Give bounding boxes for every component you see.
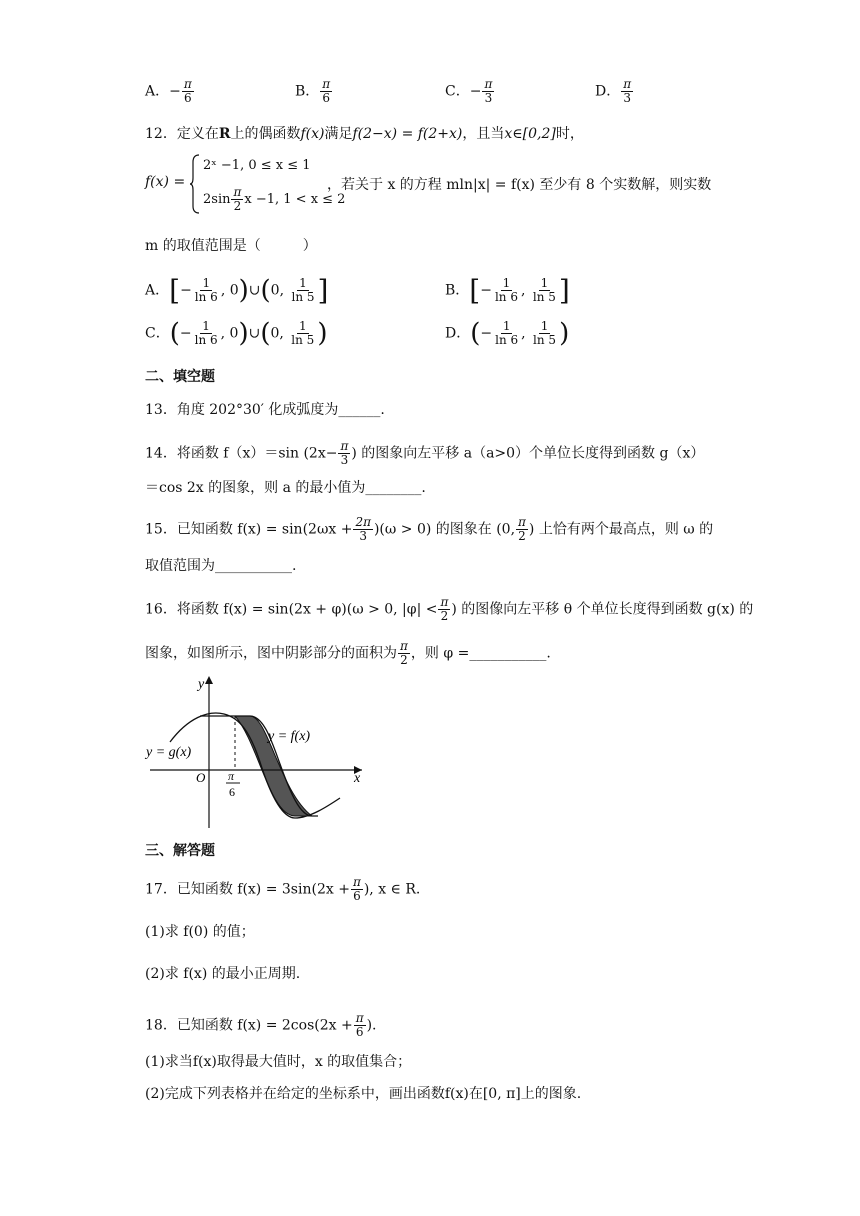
origin-label: O	[196, 770, 206, 785]
q12-stem-line2: ，若关于 x 的方程 mln|x| = f(x) 至少有 8 个实数解，则实数	[327, 177, 712, 193]
q11-option-b[interactable]	[295, 78, 333, 105]
option-label: B．	[295, 83, 320, 100]
option-fraction: $\frac{\pi}{3}$	[623, 77, 632, 105]
q16-line1: 16．将函数 f(x) = sin(2x + φ)(ω > 0, |φ| < $\frac{\pi}{2}$ ) 的图像向左平移 θ 个单位长度得到函数 g(x) 的	[145, 595, 754, 623]
q17-stem: 17．已知函数 f(x) = 3sin(2x + $\frac{\pi}{6}$ ), x ∈ R.	[145, 875, 421, 903]
x-axis-label: x	[354, 771, 361, 786]
y-axis-arrow-icon	[205, 676, 213, 684]
q14-line2: ＝cos 2x 的图象，则 a 的最小值为________.	[145, 480, 426, 496]
q12-option-c[interactable]: C．(− $\frac{1}{\ln 6}$ , 0)∪(0, $\frac{1}{\ln 5}$ )	[145, 318, 328, 349]
option-sign: −	[169, 83, 181, 100]
piece-two: 2sin $\frac{\pi}{2}$ x −1, 1 < x ≤ 2	[203, 185, 346, 213]
section-heading-fill-in: 二、填空题	[145, 369, 215, 385]
q11-option-a[interactable]	[145, 78, 195, 105]
q15-line2: 取值范围为___________.	[145, 558, 297, 574]
option-sign: −	[469, 83, 482, 100]
label-g: y = g(x)	[146, 745, 192, 760]
option-label: A．	[145, 83, 170, 100]
left-brace-icon	[189, 154, 201, 214]
q12-stem-line1: 12．定义在R上的偶函数f(x)满足f(2−x) = f(2+x)，且当x∈[0,2]时，	[145, 126, 584, 142]
piecewise-fx: f(x) =	[145, 174, 186, 190]
tick-denominator: 6	[229, 785, 235, 799]
q12-option-b[interactable]: B．[− $\frac{1}{\ln 6}$ , $\frac{1}{\ln 5}$ ]	[445, 274, 570, 307]
q12-option-a[interactable]: A．[− $\frac{1}{\ln 6}$ , 0)∪(0, $\frac{1}{\ln 5}$ ]	[145, 274, 329, 307]
q16-line2: 图象，如图所示，图中阴影部分的面积为 $\frac{\pi}{2}$ ，则 φ =___________.	[145, 639, 551, 667]
tick-numerator: π	[228, 769, 235, 783]
y-axis-label: y	[198, 677, 205, 692]
q17-part1: (1)求 f(0) 的值；	[145, 924, 255, 940]
q18-part1: (1)求当f(x)取得最大值时，x 的取值集合；	[145, 1054, 412, 1070]
option-fraction: $\frac{\pi}{3}$	[484, 77, 493, 105]
option-fraction: $\frac{\pi}{6}$	[322, 77, 331, 105]
option-label: D．	[595, 83, 621, 100]
q13-text: 13．角度 202°30′ 化成弧度为______.	[145, 402, 385, 418]
q12-stem-line3: m 的取值范围是（ ）	[145, 238, 317, 254]
option-label: C．	[445, 83, 470, 100]
label-f: y = f(x)	[268, 729, 311, 744]
q14-line1: 14．将函数 f（x）＝sin (2x− $\frac{\pi}{3}$ ) 的图象向左平移 a（a>0）个单位长度得到函数 g（x）	[145, 439, 705, 467]
q18-stem: 18．已知函数 f(x) = 2cos(2x + $\frac{\pi}{6}$ ).	[145, 1011, 377, 1039]
q11-option-d[interactable]	[595, 78, 634, 105]
q12-option-d[interactable]: D．(− $\frac{1}{\ln 6}$ , $\frac{1}{\ln 5}$ )	[445, 318, 570, 349]
q17-part2: (2)求 f(x) 的最小正周期.	[145, 966, 301, 982]
q15-line1: 15．已知函数 f(x) = sin(2ωx + $\frac{2\pi}{3}$ )(ω > 0) 的图象在 (0, $\frac{\pi}{2}$ ) 上恰有两个最高点，则 ω 的	[145, 515, 714, 543]
option-fraction: $\frac{\pi}{6}$	[183, 77, 192, 105]
q18-part2: (2)完成下列表格并在给定的坐标系中，画出函数f(x)在[0, π]上的图象.	[145, 1086, 582, 1102]
section-heading-solve: 三、解答题	[145, 843, 215, 859]
piece-one: 2ˣ −1, 0 ≤ x ≤ 1	[203, 158, 311, 173]
q11-option-c[interactable]	[445, 78, 495, 105]
q16-graph	[140, 672, 370, 830]
